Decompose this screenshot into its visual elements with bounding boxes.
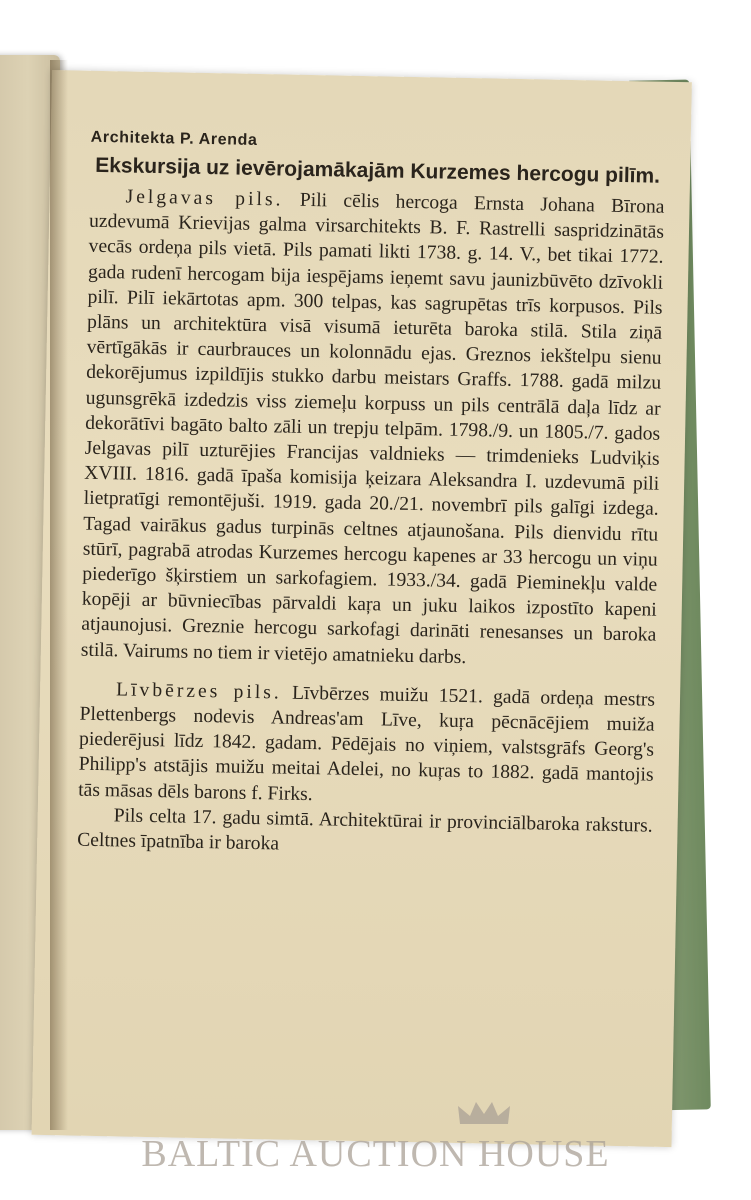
spine-shadow — [50, 60, 68, 1130]
booklet-page — [32, 70, 692, 1147]
page-content — [77, 129, 666, 864]
section-lead: Jelgavas pils. — [125, 186, 284, 211]
section-text: Pili cēlis hercoga Ernsta Johana Bīrona uzdevumā Krievijas galma virsarchitekts B. F. Rastrelli saspridzinātās vecās ordeņa pils vietā. Pils pamati likti 1738. g. 14. V., bet tikai 1772. gada rudenī hercogam bija iespējams ieņemt savu jaunizbūvēto dzīvokli pilī. Pilī iekārtotas apm. 300 telpas, kas sagrupētas trīs korpusos. Pils plāns un architektūra visā visumā ieturēta baroka stilā. Stila ziņā vērtīgākās ir caurbrauces un kolonnādu ejas. Greznos iekštelpu sienu dekorējumus izpildījis stukko darbu meistars Graffs. 1788. gadā milzu ugunsgrēkā izdedzis viss ziemeļu korpuss un pils centrālā daļa līdz ar dekorātīvi bagāto balto zāli un trepju telpām. 1798./9. un 1805./7. gados Jelgavas pilī uzturējies Francijas valdnieks — trimdenieks Ludviķis XVIII. 1816. gadā īpaša komisija ķeizara Aleksandra I. uzdevumā pili lietpratīgi remontējuši. 1919. gada 20./21. novembrī pils galīgi izdega. Tagad vairākus gadus turpinās celtnes atjaunošana. Pils dienvidu rītu stūrī, pagrabā atrodas Kurzemes hercogu kapenes ar 33 hercogu un viņu piederīgo šķirstiem un sarkofagiem. 1933./34. gadā Pieminekļu valde kopēji ar būvniecības pārvaldi kaŗa un juku laikos izpostīto kapeni atjaunojusi. Greznie hercogu sarkofagi darināti renesanses un baroka stilā. Vairums no tiem ir vietējo amatnieku darbs. — [80, 189, 665, 668]
section-lead: Līvbērzes pils. — [115, 679, 283, 704]
section-jelgava — [81, 184, 665, 674]
crown-icon — [456, 1098, 512, 1128]
author-line: Architekta P. Arenda — [90, 128, 258, 149]
section-livberze-continued — [77, 803, 653, 864]
section-text: Pils celta 17. gadu simtā. Architektūrai ir provinciālbaroka raksturs. Celtnes īpatnība ir baroka — [77, 805, 653, 855]
watermark-text: BALTIC AUCTION HOUSE — [141, 1133, 610, 1175]
article-title: Ekskursija uz ievērojamākajām Kurzemes hercogu pilīm. — [94, 153, 661, 188]
section-text: Līvbērzes muižu 1521. gadā ordeņa mestrs Plettenbergs nodevis Andreas'am Līve, kuŗa pēcnācējiem muiža piederējusi līdz 1842. gadam. Pēdējais no viņiem, valstsgrāfs Georg's Philipp's atstājis muižu meitai Adelei, no kuŗas to 1882. gadā mantojis tās māsas dēls barons f. Firks. — [77, 682, 656, 805]
section-livberze — [78, 677, 655, 814]
